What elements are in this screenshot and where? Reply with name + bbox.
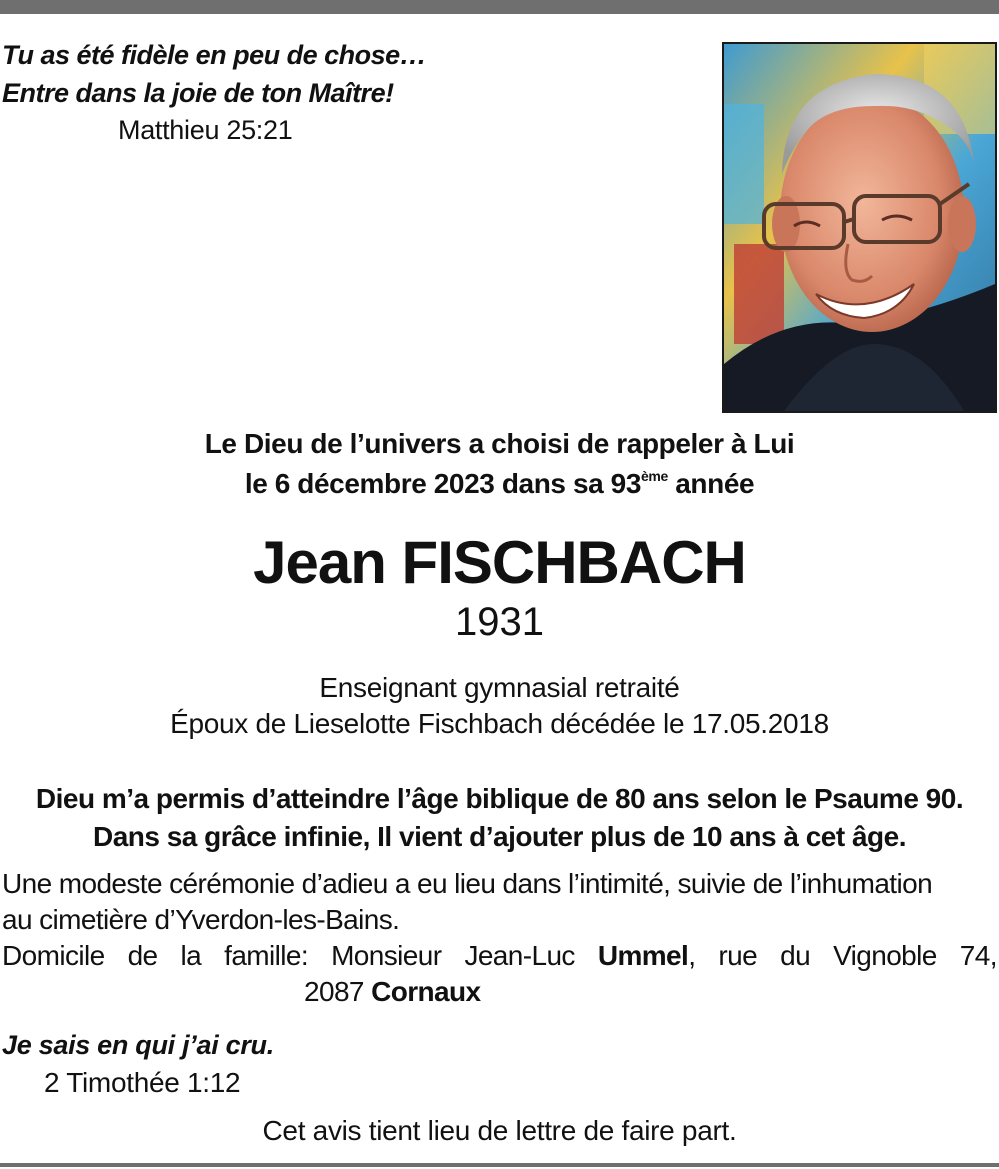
portrait-illustration: [724, 44, 995, 411]
ceremony-line-2: au cimetière d’Yverdon-les-Bains.: [2, 904, 400, 935]
street-number: 74,: [959, 940, 997, 971]
domicile-surname-group: [598, 938, 696, 974]
announcement-year-word: année: [667, 468, 755, 499]
opening-verse-reference: Matthieu 25:21: [118, 115, 293, 145]
ordinal-superscript: ème: [641, 468, 668, 484]
domicile-town-line: [304, 974, 997, 1010]
street-word: rue: [718, 940, 758, 971]
announcement-line-1: Le Dieu de l’univers a choisi de rappeler à Lui: [204, 428, 795, 459]
deceased-bio: [0, 670, 999, 742]
occupation: Enseignant gymnasial retraité: [319, 672, 680, 703]
notice-footer: [0, 1112, 999, 1150]
closing-verse-reference: 2 Timothée 1:12: [44, 1067, 241, 1098]
spouse-note: Époux de Lieselotte Fischbach décédée le 17.05.2018: [170, 708, 829, 739]
domicile-surname: Ummel: [597, 940, 689, 971]
closing-statement: Cet avis tient lieu de lettre de faire part.: [262, 1115, 737, 1146]
domicile-word: la: [180, 940, 202, 971]
street-word: Vignoble: [833, 940, 937, 971]
domicile-line: [2, 938, 997, 974]
bottom-border-rule: [0, 1163, 999, 1167]
ceremony-and-domicile: [2, 866, 997, 1010]
deceased-name: Jean FISCHBACH: [253, 529, 746, 596]
psalm-quote: [0, 780, 999, 856]
domicile-word: Jean-Luc: [464, 940, 575, 971]
domicile-word: de: [127, 940, 158, 971]
domicile-word: Monsieur: [331, 940, 442, 971]
opening-verse-line-1: Tu as été fidèle en peu de chose…: [2, 40, 427, 70]
announcement: [0, 424, 999, 504]
closing-verse: [2, 1026, 274, 1102]
closing-verse-line: Je sais en qui j’ai cru.: [2, 1030, 274, 1060]
street-word: du: [780, 940, 811, 971]
announcement-date-text: le 6 décembre 2023 dans sa 93: [244, 468, 642, 499]
ceremony-line-1: Une modeste cérémonie d’adieu a eu lieu dans l’intimité, suivie de l’inhumation: [2, 868, 933, 899]
psalm-quote-line-2: Dans sa grâce infinie, Il vient d’ajouter plus de 10 ans à cet âge.: [92, 821, 907, 852]
announcement-line-2: [0, 464, 999, 504]
deceased-identity: [0, 526, 999, 644]
town: Cornaux: [371, 976, 481, 1007]
psalm-quote-line-1: Dieu m’a permis d’atteindre l’âge biblique de 80 ans selon le Psaume 90.: [35, 783, 964, 814]
domicile-word: famille:: [224, 940, 309, 971]
postcode: 2087: [304, 976, 372, 1007]
opening-verse-line-2: Entre dans la joie de ton Maître!: [2, 78, 394, 108]
top-border-rule: [0, 0, 999, 14]
portrait-photo: [722, 42, 997, 413]
opening-verse: [2, 36, 642, 148]
birth-year: 1931: [455, 600, 544, 644]
domicile-comma: ,: [688, 940, 696, 971]
domicile-word: Domicile: [2, 940, 105, 971]
